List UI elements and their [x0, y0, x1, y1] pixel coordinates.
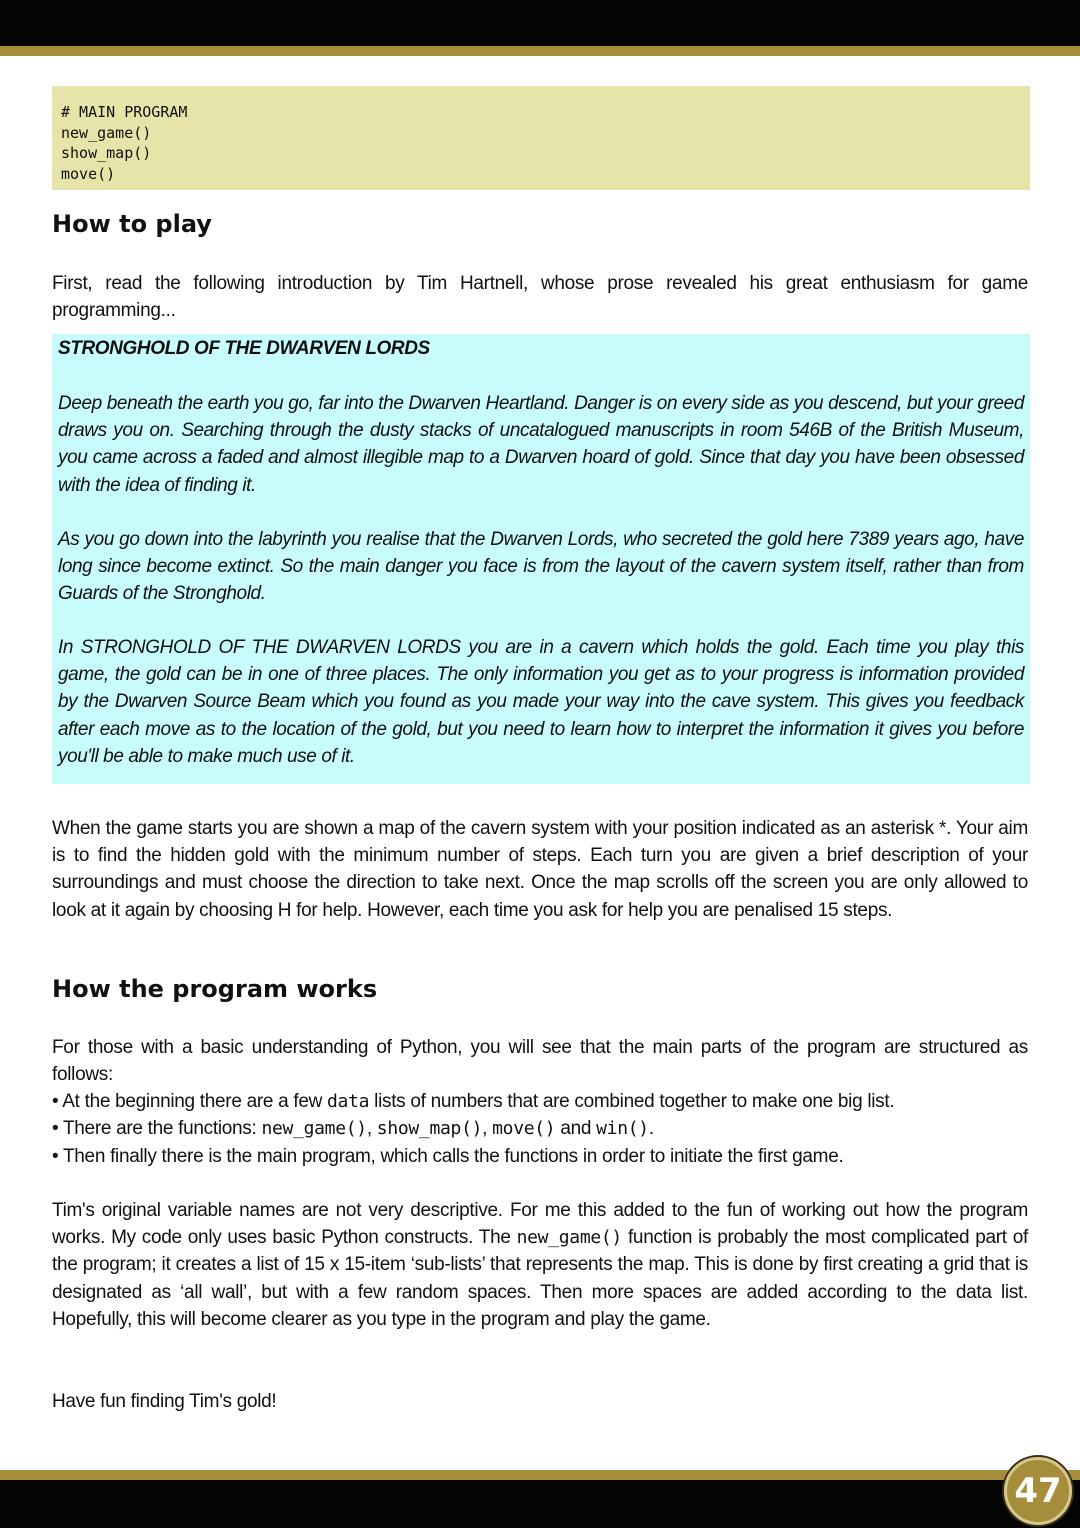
code-line: move()	[61, 164, 116, 183]
bullet-item: • Then finally there is the main program, which calls the functions in order to initiate the first game.	[52, 1146, 844, 1167]
code-line: # MAIN PROGRAM	[61, 103, 188, 121]
bullet-item	[52, 1088, 894, 1115]
gameplay-paragraph: When the game starts you are shown a map of the cavern system with your position indicated as an asterisk *. Your aim is to find the hidden gold with the minimum number of steps. Each turn you are given a brief description of your surroundings and must choose the direction to take next. Once the map scrolls off the screen you are only allowed to look at it again by choosing H for help. However, each time you ask for help you are penalised 15 steps.	[52, 818, 1028, 921]
header-stripe	[0, 46, 1080, 56]
inline-code: new_game()	[261, 1118, 367, 1139]
paragraph-text: function is probably the most complicated part of the program; it creates a list of 15 x 15-item ‘sub-lists’ that represents the map. This is done by first creating a grid that is designated as ‘all wall’, but with a few random spaces. Then more spaces are added according to the data list. Hopefully, this will become clearer as you type in the program and play the game.	[52, 1227, 1028, 1330]
program-detail-paragraph	[52, 1197, 1028, 1333]
code-line: show_map()	[61, 144, 152, 162]
section-heading-how-to-play: How to play	[52, 210, 212, 238]
inline-code: win()	[596, 1118, 649, 1139]
page-number-badge: 47	[1004, 1457, 1072, 1525]
closing-line: Have fun finding Tim's gold!	[52, 1391, 277, 1412]
quote-paragraph: As you go down into the labyrinth you realise that the Dwarven Lords, who secreted the gold here 7389 years ago, have long since become extinct. So the main danger you face is from the layout of the cavern system itself, rather than from Guards of the Stronghold.	[58, 529, 1024, 605]
intro-paragraph: First, read the following introduction by Tim Hartnell, whose prose revealed his great enthusiasm for game programming...	[52, 273, 1028, 322]
bullet-text: • At the beginning there are a few	[52, 1091, 328, 1112]
inline-code: move()	[492, 1118, 556, 1139]
inline-code: show_map()	[376, 1118, 483, 1139]
inline-code: new_game()	[516, 1227, 622, 1249]
section-heading-how-program-works: How the program works	[52, 975, 378, 1003]
bullet-text: • There are the functions:	[52, 1118, 262, 1139]
bullet-item	[52, 1115, 654, 1142]
bullet-text: .	[648, 1118, 654, 1139]
inline-code: data	[327, 1091, 370, 1112]
header-bar	[0, 0, 1080, 46]
bullet-text: ,	[366, 1118, 377, 1139]
footer-stripe	[0, 1470, 1080, 1480]
quote-title: STRONGHOLD OF THE DWARVEN LORDS	[58, 338, 430, 359]
quote-box	[52, 334, 1030, 784]
bullet-text: lists of numbers that are combined together to make one big list.	[369, 1091, 895, 1112]
quote-paragraph: Deep beneath the earth you go, far into the Dwarven Heartland. Danger is on every side as you descend, but your greed draws you on. Searching through the dusty stacks of uncatalogued manuscripts in room 546B of the British Museum, you came across a faded and almost illegible map to a Dwarven hoard of gold. Since that day you have been obsessed with the idea of finding it.	[58, 393, 1024, 496]
code-line: new_game()	[61, 123, 152, 142]
paragraph-text: Tim's original variable names are not very descriptive. For me this added to the fun of working out how the program works. My code only uses basic Python constructs. The	[52, 1200, 1028, 1249]
code-block	[52, 86, 1030, 190]
bullet-text: ,	[482, 1118, 493, 1139]
quote-paragraph: In STRONGHOLD OF THE DWARVEN LORDS you are in a cavern which holds the gold. Each time you play this game, the gold can be in one of three places. The only information you get as to your progress is information provided by the Dwarven Source Beam which you found as you made your way into the cave system. This gives you feedback after each move as to the location of the gold, but you need to learn how to interpret the information it gives you before you'll be able to make much use of it.	[58, 637, 1024, 767]
footer-bar	[0, 1480, 1080, 1528]
program-intro-paragraph: For those with a basic understanding of Python, you will see that the main parts of the program are structured as follows:	[52, 1037, 1028, 1086]
bullet-text: and	[555, 1118, 597, 1139]
